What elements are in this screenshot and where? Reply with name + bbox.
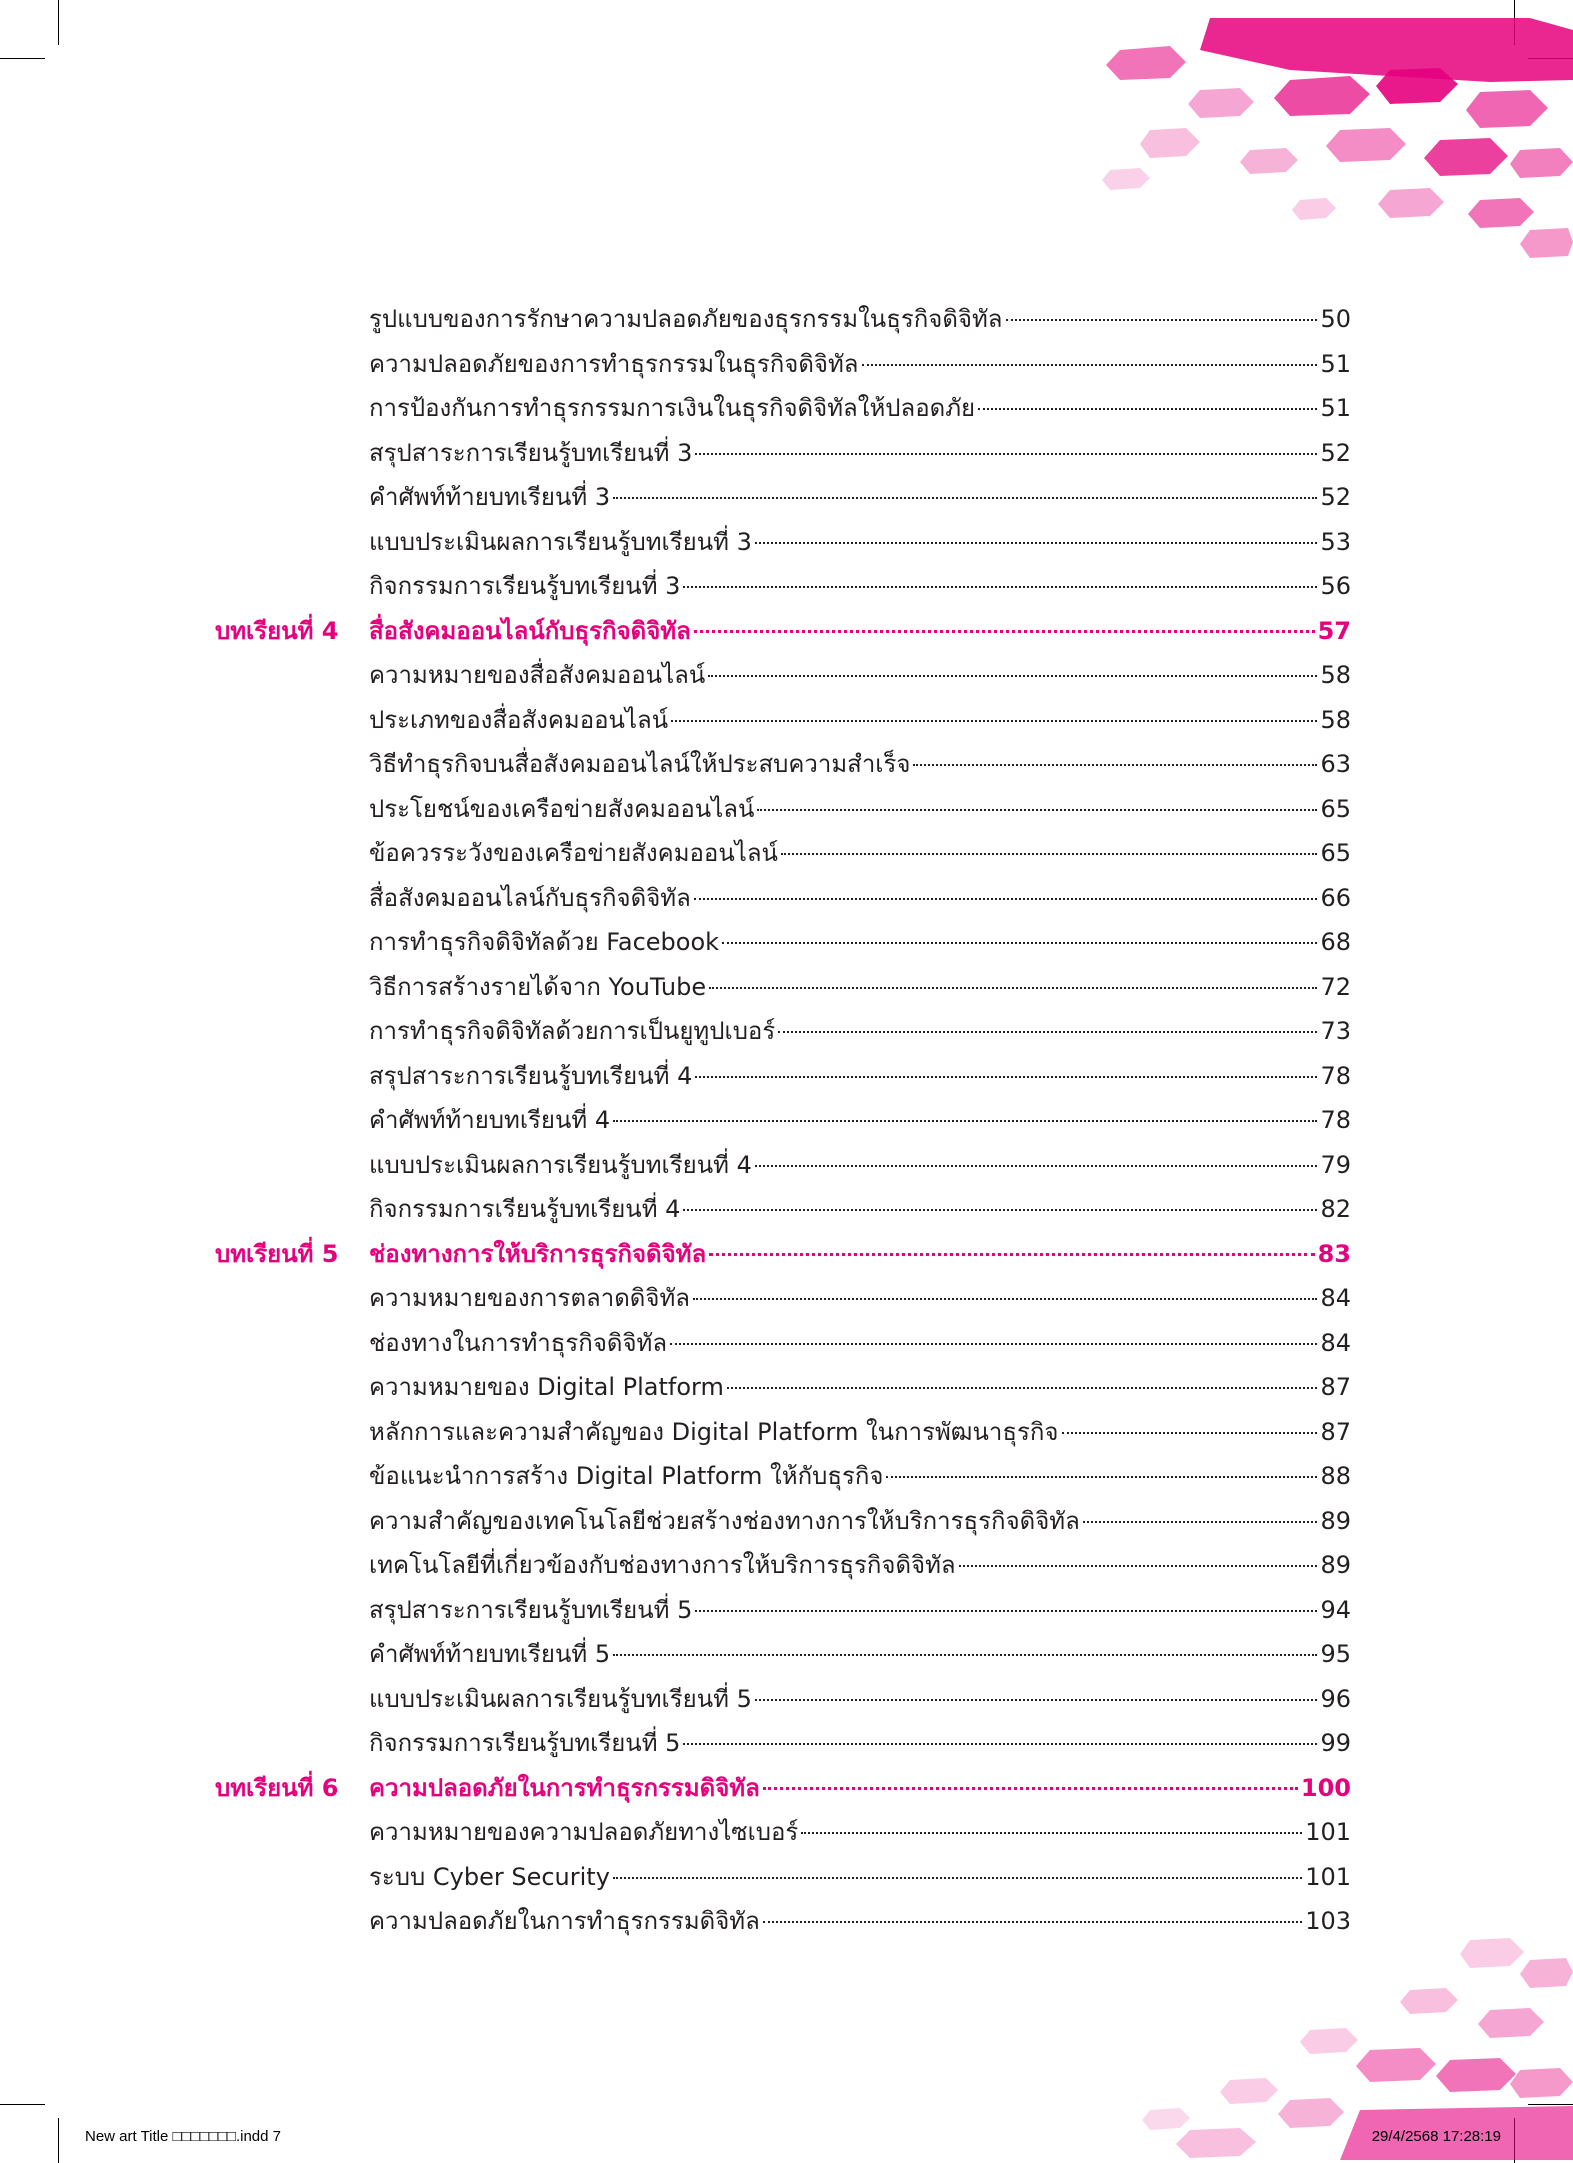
toc-row — [0, 1677, 1573, 1722]
toc-page-number: 50 — [1320, 305, 1351, 333]
dot-leader — [722, 942, 1317, 944]
toc-title: ความหมายของ Digital Platform — [369, 1373, 724, 1401]
toc-title: ความปลอดภัยในการทำธุรกรรมดิจิทัล — [369, 1773, 760, 1802]
toc-entry — [369, 609, 1351, 654]
toc-title: ข้อแนะนำการสร้าง Digital Platform ให้กับธุรกิจ — [369, 1462, 884, 1490]
toc-chapter-label: บทเรียนที่ 5 — [215, 1239, 339, 1268]
toc-entry — [369, 876, 1351, 921]
toc-entry — [369, 1365, 1351, 1410]
toc-row — [0, 431, 1573, 476]
dot-leader — [755, 1165, 1318, 1167]
toc-entry — [369, 1677, 1351, 1722]
dot-leader — [708, 675, 1317, 677]
toc-entry — [369, 1721, 1351, 1766]
toc-row — [0, 1899, 1573, 1944]
footer-file-info: New art Title □□□□□□□.indd 7 — [85, 2128, 281, 2145]
crop-mark — [58, 2118, 59, 2163]
toc-row — [0, 297, 1573, 342]
dot-leader — [695, 1610, 1317, 1612]
toc-row — [0, 1276, 1573, 1321]
toc-page-number: 52 — [1320, 438, 1351, 467]
table-of-contents — [0, 297, 1573, 1944]
toc-row — [0, 1721, 1573, 1766]
toc-title: คำศัพท์ท้ายบทเรียนที่ 4 — [369, 1106, 611, 1134]
toc-row — [0, 520, 1573, 565]
dot-leader — [709, 987, 1317, 989]
toc-page-number: 101 — [1305, 1818, 1351, 1846]
toc-row — [0, 1054, 1573, 1099]
toc-page-number: 101 — [1305, 1862, 1351, 1891]
dot-leader — [757, 809, 1317, 811]
dot-leader — [959, 1565, 1318, 1567]
dot-leader — [613, 1654, 1317, 1656]
toc-entry — [369, 742, 1351, 787]
crop-mark — [0, 2104, 45, 2105]
toc-page-number: 73 — [1320, 1017, 1351, 1045]
toc-title: ช่องทางในการทำธุรกิจดิจิทัล — [369, 1328, 668, 1357]
toc-page-number: 84 — [1320, 1328, 1351, 1357]
toc-row — [0, 386, 1573, 431]
toc-entry — [369, 1588, 1351, 1633]
toc-title: สรุปสาระการเรียนรู้บทเรียนที่ 4 — [369, 1061, 693, 1090]
dot-leader — [671, 720, 1317, 722]
toc-entry — [369, 787, 1351, 832]
toc-page-number: 84 — [1320, 1284, 1351, 1312]
toc-page-number: 87 — [1320, 1373, 1351, 1401]
toc-entry — [369, 698, 1351, 743]
dot-leader — [727, 1387, 1318, 1389]
toc-row — [0, 787, 1573, 832]
dot-leader — [695, 1076, 1317, 1078]
dot-leader — [755, 1699, 1318, 1701]
toc-title: สื่อสังคมออนไลน์กับธุรกิจดิจิทัล — [369, 616, 691, 645]
toc-entry — [369, 831, 1351, 876]
toc-title: ความปลอดภัยของการทำธุรกรรมในธุรกิจดิจิทัล — [369, 349, 859, 378]
toc-title: ความปลอดภัยในการทำธุรกรรมดิจิทัล — [369, 1907, 760, 1935]
toc-entry — [369, 1632, 1351, 1677]
toc-title: กิจกรรมการเรียนรู้บทเรียนที่ 3 — [369, 572, 681, 600]
toc-page-number: 100 — [1300, 1773, 1351, 1802]
toc-title: หลักการและความสำคัญของ Digital Platform ในการพัฒนาธุรกิจ — [369, 1417, 1059, 1446]
toc-entry — [369, 965, 1351, 1010]
dot-leader — [801, 1832, 1302, 1834]
toc-page-number: 51 — [1320, 349, 1351, 378]
toc-entry — [369, 1766, 1351, 1811]
toc-chapter-row — [0, 1766, 1573, 1811]
pink-hexagon-decoration — [1090, 10, 1573, 260]
toc-row — [0, 653, 1573, 698]
toc-row — [0, 1543, 1573, 1588]
toc-title: กิจกรรมการเรียนรู้บทเรียนที่ 5 — [369, 1729, 681, 1757]
dot-leader — [683, 1209, 1317, 1211]
toc-page-number: 66 — [1320, 883, 1351, 912]
toc-entry — [369, 1899, 1351, 1944]
dot-leader — [694, 630, 1315, 633]
crop-mark — [0, 58, 45, 59]
pink-hexagon-decoration — [1110, 1930, 1573, 2160]
dot-leader — [978, 408, 1317, 410]
toc-title: ช่องทางการให้บริการธุรกิจดิจิทัล — [369, 1239, 707, 1268]
toc-entry — [369, 1543, 1351, 1588]
dot-leader — [670, 1343, 1317, 1345]
footer-timestamp: 29/4/2568 17:28:19 — [1371, 2128, 1501, 2145]
dot-leader — [695, 453, 1317, 455]
toc-page-number: 58 — [1320, 705, 1351, 734]
toc-page-number: 58 — [1320, 661, 1351, 689]
dot-leader — [778, 1031, 1317, 1033]
toc-title: สรุปสาระการเรียนรู้บทเรียนที่ 5 — [369, 1595, 693, 1624]
toc-row — [0, 1365, 1573, 1410]
toc-page-number: 87 — [1320, 1417, 1351, 1446]
toc-title: การทำธุรกิจดิจิทัลด้วย Facebook — [369, 928, 720, 956]
toc-row — [0, 698, 1573, 743]
dot-leader — [781, 853, 1318, 855]
toc-page-number: 78 — [1320, 1106, 1351, 1134]
toc-row — [0, 1855, 1573, 1900]
toc-page-number: 53 — [1320, 527, 1351, 556]
toc-row — [0, 564, 1573, 609]
toc-title: ความหมายของการตลาดดิจิทัล — [369, 1284, 690, 1312]
toc-title: ข้อควรระวังของเครือข่ายสังคมออนไลน์ — [369, 839, 778, 867]
toc-entry — [369, 1499, 1351, 1544]
dot-leader — [683, 1743, 1317, 1745]
toc-row — [0, 1143, 1573, 1188]
toc-title: แบบประเมินผลการเรียนรู้บทเรียนที่ 3 — [369, 527, 752, 556]
toc-entry — [369, 1187, 1351, 1232]
toc-row — [0, 1187, 1573, 1232]
toc-title: รูปแบบของการรักษาความปลอดภัยของธุรกรรมในธุรกิจดิจิทัล — [369, 305, 1003, 333]
toc-page-number: 88 — [1320, 1462, 1351, 1490]
dot-leader — [763, 1787, 1298, 1790]
toc-title: สรุปสาระการเรียนรู้บทเรียนที่ 3 — [369, 438, 693, 467]
toc-row — [0, 475, 1573, 520]
toc-page-number: 89 — [1320, 1506, 1351, 1535]
toc-title: ความหมายของสื่อสังคมออนไลน์ — [369, 661, 706, 689]
toc-entry — [369, 1054, 1351, 1099]
toc-entry — [369, 1855, 1351, 1900]
toc-entry — [369, 1321, 1351, 1366]
toc-row — [0, 1454, 1573, 1499]
dot-leader — [862, 364, 1318, 366]
toc-page-number: 68 — [1320, 928, 1351, 956]
toc-entry — [369, 1276, 1351, 1321]
toc-title: แบบประเมินผลการเรียนรู้บทเรียนที่ 5 — [369, 1684, 752, 1713]
toc-page-number: 63 — [1320, 750, 1351, 778]
toc-page-number: 95 — [1320, 1640, 1351, 1668]
toc-page-number: 72 — [1320, 972, 1351, 1001]
toc-title: แบบประเมินผลการเรียนรู้บทเรียนที่ 4 — [369, 1150, 752, 1179]
toc-entry — [369, 1232, 1351, 1277]
toc-entry — [369, 1143, 1351, 1188]
toc-row — [0, 876, 1573, 921]
dot-leader — [613, 497, 1317, 499]
toc-title: ประเภทของสื่อสังคมออนไลน์ — [369, 705, 669, 734]
toc-entry — [369, 1454, 1351, 1499]
dot-leader — [755, 542, 1318, 544]
toc-entry — [369, 1098, 1351, 1143]
toc-row — [0, 1588, 1573, 1633]
crop-mark — [58, 0, 59, 45]
toc-entry — [369, 920, 1351, 965]
toc-row — [0, 1499, 1573, 1544]
toc-row — [0, 742, 1573, 787]
toc-page-number: 103 — [1305, 1907, 1351, 1935]
toc-entry — [369, 1410, 1351, 1455]
toc-title: วิธีทำธุรกิจบนสื่อสังคมออนไลน์ให้ประสบความสำเร็จ — [369, 750, 911, 778]
toc-title: การทำธุรกิจดิจิทัลด้วยการเป็นยูทูปเบอร์ — [369, 1017, 776, 1045]
toc-row — [0, 831, 1573, 876]
toc-page-number: 82 — [1320, 1195, 1351, 1223]
toc-row — [0, 965, 1573, 1010]
dot-leader — [613, 1877, 1302, 1879]
toc-row — [0, 920, 1573, 965]
toc-row — [0, 1410, 1573, 1455]
toc-entry — [369, 297, 1351, 342]
toc-title: ความสำคัญของเทคโนโลยีช่วยสร้างช่องทางการให้บริการธุรกิจดิจิทัล — [369, 1506, 1080, 1535]
toc-page-number: 89 — [1320, 1551, 1351, 1579]
toc-page-number: 57 — [1317, 616, 1351, 645]
toc-title: คำศัพท์ท้ายบทเรียนที่ 3 — [369, 483, 611, 511]
toc-page-number: 51 — [1320, 394, 1351, 422]
toc-entry — [369, 386, 1351, 431]
toc-page-number: 79 — [1320, 1150, 1351, 1179]
dot-leader — [886, 1476, 1317, 1478]
toc-title: คำศัพท์ท้ายบทเรียนที่ 5 — [369, 1640, 611, 1668]
toc-chapter-label: บทเรียนที่ 6 — [215, 1773, 339, 1802]
toc-title: วิธีการสร้างรายได้จาก YouTube — [369, 972, 707, 1001]
toc-entry — [369, 342, 1351, 387]
toc-entry — [369, 1810, 1351, 1855]
dot-leader — [1006, 319, 1318, 321]
toc-page-number: 78 — [1320, 1061, 1351, 1090]
toc-title: กิจกรรมการเรียนรู้บทเรียนที่ 4 — [369, 1195, 681, 1223]
dot-leader — [913, 764, 1317, 766]
toc-row — [0, 1098, 1573, 1143]
toc-row — [0, 1321, 1573, 1366]
toc-page-number: 99 — [1320, 1729, 1351, 1757]
toc-row — [0, 1009, 1573, 1054]
toc-entry — [369, 475, 1351, 520]
toc-chapter-label: บทเรียนที่ 4 — [215, 616, 339, 645]
dot-leader — [709, 1253, 1314, 1256]
toc-title: ประโยชน์ของเครือข่ายสังคมออนไลน์ — [369, 794, 755, 823]
toc-page-number: 65 — [1320, 839, 1351, 867]
toc-title: การป้องกันการทำธุรกรรมการเงินในธุรกิจดิจิทัลให้ปลอดภัย — [369, 394, 976, 422]
toc-row — [0, 1632, 1573, 1677]
toc-chapter-row — [0, 1232, 1573, 1277]
toc-page-number: 94 — [1320, 1595, 1351, 1624]
toc-row — [0, 1810, 1573, 1855]
toc-title: ความหมายของความปลอดภัยทางไซเบอร์ — [369, 1818, 799, 1846]
dot-leader — [1062, 1432, 1318, 1434]
toc-title: เทคโนโลยีที่เกี่ยวข้องกับช่องทางการให้บริการธุรกิจดิจิทัล — [369, 1551, 956, 1579]
toc-page-number: 96 — [1320, 1684, 1351, 1713]
toc-title: สื่อสังคมออนไลน์กับธุรกิจดิจิทัล — [369, 883, 691, 912]
toc-page-number: 56 — [1320, 572, 1351, 600]
toc-page-number: 83 — [1317, 1239, 1351, 1268]
toc-entry — [369, 520, 1351, 565]
dot-leader — [694, 898, 1318, 900]
dot-leader — [613, 1120, 1317, 1122]
dot-leader — [763, 1921, 1302, 1923]
toc-chapter-row — [0, 609, 1573, 654]
dot-leader — [1083, 1521, 1318, 1523]
toc-row — [0, 342, 1573, 387]
toc-entry — [369, 564, 1351, 609]
toc-entry — [369, 1009, 1351, 1054]
toc-entry — [369, 431, 1351, 476]
toc-page-number: 65 — [1320, 794, 1351, 823]
toc-title: ระบบ Cyber Security — [369, 1862, 610, 1891]
dot-leader — [693, 1298, 1317, 1300]
dot-leader — [683, 586, 1317, 588]
toc-entry — [369, 653, 1351, 698]
toc-page-number: 52 — [1320, 483, 1351, 511]
